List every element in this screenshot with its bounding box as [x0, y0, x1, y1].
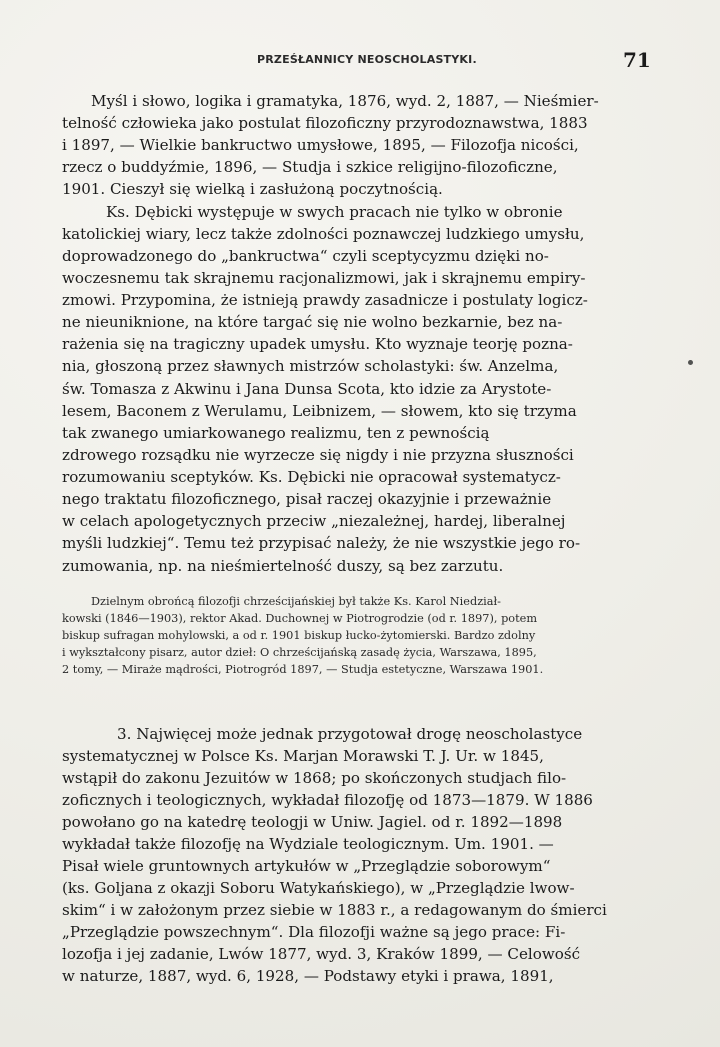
- main-line: nego traktatu filozoficznego, pisał raczej okazyjnie i przeważnie: [62, 490, 552, 508]
- section-3-line: w naturze, 1887, wyd. 6, 1928, — Podstawy etyki i prawa, 1891,: [62, 967, 554, 985]
- main-line: rozumowaniu sceptyków. Ks. Dębicki nie opracował systematycz-: [62, 468, 561, 486]
- main-line: 1901. Cieszył się wielką i zasłużoną poczytnością.: [62, 180, 443, 198]
- section-3-line: „Przeglądzie powszechnym“. Dla filozofji ważne są jego prace: Fi-: [62, 923, 566, 941]
- footnote-line: 2 tomy, — Miraże mądrości, Piotrogród 1897, — Studja estetyczne, Warszawa 1901.: [62, 663, 544, 676]
- main-line: zumowania, np. na nieśmiertelność duszy, są bez zarzutu.: [62, 557, 504, 575]
- main-line: lesem, Baconem z Werulamu, Leibnizem, — słowem, kto się trzyma: [62, 402, 577, 420]
- main-line: rzecz o buddyźmie, 1896, — Studja i szkice religijno-filozoficzne,: [62, 158, 558, 176]
- main-line: ne nieuniknione, na które targać się nie wolno bezkarnie, bez na-: [62, 313, 563, 331]
- scan-speck: [688, 360, 693, 365]
- section-3-line: powołano go na katedrę teologji w Uniw. Jagiel. od r. 1892—1898: [62, 813, 563, 831]
- section-3-line: skim“ i w założonym przez siebie w 1883 r., a redagowanym do śmierci: [62, 901, 607, 919]
- main-line: nia, głoszoną przez sławnych mistrzów scholastyki: św. Anzelma,: [62, 357, 559, 375]
- main-line: woczesnemu tak skrajnemu racjonalizmowi, jak i skrajnemu empiry-: [62, 269, 586, 287]
- section-3-line: wstąpił do zakonu Jezuitów w 1868; po skończonych studjach filo-: [62, 769, 567, 787]
- main-line: myśli ludzkiej“. Temu też przypisać należy, że nie wszystkie jego ro-: [62, 534, 581, 552]
- main-line: Ks. Dębicki występuje w swych pracach nie tylko w obronie: [106, 203, 563, 221]
- section-3-line: (ks. Goljana z okazji Soboru Watykańskiego), w „Przeglądzie lwow-: [62, 879, 575, 897]
- footnote-line: i wykształcony pisarz, autor dzieł: O chrześcijańską zasadę życia, Warszawa, 1895,: [62, 646, 537, 659]
- footnote-line: biskup sufragan mohylowski, a od r. 1901 biskup łucko-żytomierski. Bardzo zdolny: [62, 629, 536, 642]
- main-line: doprowadzonego do „bankructwa“ czyli sceptycyzmu dzięki no-: [62, 247, 549, 265]
- footnote-line: kowski (1846—1903), rektor Akad. Duchownej w Piotrogrodzie (od r. 1897), potem: [62, 612, 538, 625]
- main-line: w celach apologetycznych przeciw „niezależnej, hardej, liberalnej: [62, 512, 566, 530]
- section-3-line: Pisał wiele gruntownych artykułów w „Przeglądzie soborowym“: [62, 857, 551, 875]
- section-3-line: 3. Najwięcej może jednak przygotował drogę neoscholastyce: [117, 725, 583, 743]
- main-line: telność człowieka jako postulat filozoficzny przyrodoznawstwa, 1883: [62, 114, 588, 132]
- main-line: zmowi. Przypomina, że istnieją prawdy zasadnicze i postulaty logicz-: [62, 291, 588, 309]
- footnote-line: Dzielnym obrońcą filozofji chrześcijańskiej był także Ks. Karol Niedział-: [91, 595, 501, 608]
- main-line: i 1897, — Wielkie bankructwo umysłowe, 1895, — Filozofja nicości,: [62, 136, 579, 154]
- section-3-line: wykładał także filozofję na Wydziale teologicznym. Um. 1901. —: [62, 835, 554, 853]
- main-line: Myśl i słowo, logika i gramatyka, 1876, wyd. 2, 1887, — Nieśmier-: [91, 92, 599, 110]
- main-line: rażenia się na tragiczny upadek umysłu. Kto wyznaje teorję pozna-: [62, 335, 573, 353]
- running-head: PRZEŚŁANNICY NEOSCHOLASTYKI.: [257, 53, 477, 66]
- main-line: katolickiej wiary, lecz także zdolności poznawczej ludzkiego umysłu,: [62, 225, 585, 243]
- section-3-line: lozofja i jej zadanie, Lwów 1877, wyd. 3, Kraków 1899, — Celowość: [62, 945, 581, 963]
- main-line: tak zwanego umiarkowanego realizmu, ten z pewnością: [62, 424, 490, 442]
- page-number: 71: [623, 48, 651, 72]
- section-3-line: systematycznej w Polsce Ks. Marjan Morawski T. J. Ur. w 1845,: [62, 747, 544, 765]
- main-line: św. Tomasza z Akwinu i Jana Dunsa Scota, kto idzie za Arystote-: [62, 380, 552, 398]
- page-header: [0, 48, 720, 76]
- main-line: zdrowego rozsądku nie wyrzecze się nigdy i nie przyzna słuszności: [62, 446, 574, 464]
- section-3-line: zoficznych i teologicznych, wykładał filozofję od 1873—1879. W 1886: [62, 791, 593, 809]
